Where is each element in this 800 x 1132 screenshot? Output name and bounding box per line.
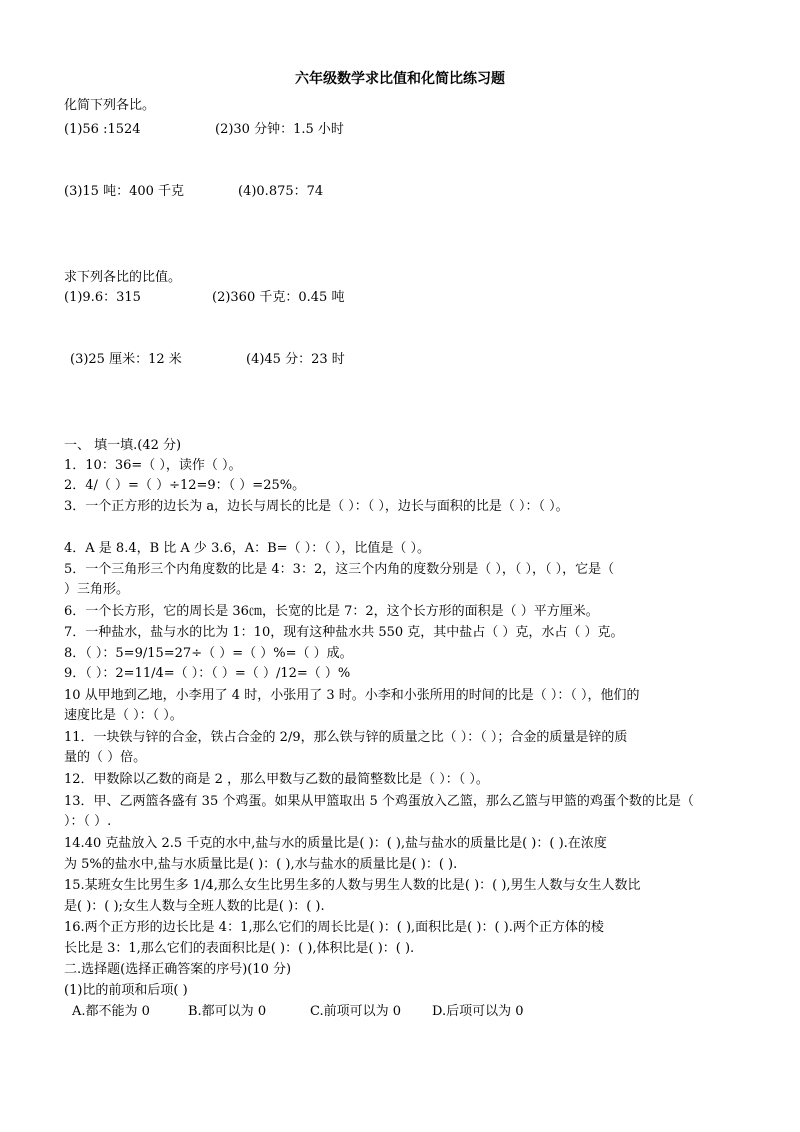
simplify-item-3: (3)15 吨：400 千克: [64, 184, 185, 199]
choice-option-d: D.后项可以为 0: [432, 1004, 524, 1019]
ratio-value-heading: 求下列各比的比值。: [64, 270, 182, 285]
simplify-heading: 化简下列各比。: [64, 98, 156, 113]
fill-question-15-line-1: 15.某班女生比男生多 1/4,那么女生比男生多的人数与男生人数的比是( )：( ),男生人数与女生人数比: [64, 878, 641, 893]
choice-option-c: C.前项可以为 0: [310, 1004, 402, 1019]
fill-question-7: 7．一种盐水，盐与水的比为 1：10，现有这种盐水共 550 克，其中盐占（ ）克，水占（ ）克。: [64, 625, 624, 640]
fill-question-11-line-1: 11．一块铁与锌的合金，铁占合金的 2/9，那么铁与锌的质量之比（ ）：（ ）；合金的质量是锌的质: [64, 730, 628, 745]
fill-question-2: 2．4/（ ）=（ ）÷12=9：（ ）=25%。: [64, 478, 306, 493]
simplify-item-1: (1)56 :1524: [64, 122, 141, 137]
choice-question-1: (1)比的前项和后项( ): [64, 983, 188, 998]
fill-question-5-line-2: ）三角形。: [64, 582, 130, 597]
fill-question-8: 8．（ ）：5=9/15=27÷（ ）=（ ）%=（ ）成。: [64, 646, 353, 661]
fill-question-13-line-2: ）：（ ）.: [64, 814, 112, 829]
simplify-item-4: (4)0.875：74: [238, 184, 324, 199]
fill-question-13-line-1: 13．甲、乙两篮各盛有 35 个鸡蛋。如果从甲篮取出 5 个鸡蛋放入乙篮，那么乙篮与甲篮的鸡蛋个数的比是（: [64, 794, 694, 809]
choice-heading: 二.选择题(选择正确答案的序号)(10 分): [64, 962, 292, 977]
choice-option-b: B.都可以为 0: [188, 1004, 267, 1019]
fill-question-4: 4．A 是 8.4，B 比 A 少 3.6，A：B=（ ）：（ ），比值是（ ）。: [64, 541, 430, 556]
fill-question-10-line-1: 10 从甲地到乙地，小李用了 4 时，小张用了 3 时。小李和小张所用的时间的比是（ ）：（ ），他们的: [64, 688, 640, 703]
ratio-value-item-4: (4)45 分：23 时: [246, 352, 345, 367]
fill-question-6: 6．一个长方形，它的周长是 36㎝，长宽的比是 7：2，这个长方形的面积是（ ）平方厘米。: [64, 604, 599, 619]
page-title: 六年级数学求比值和化简比练习题: [295, 71, 505, 87]
fill-question-3: 3．一个正方形的边长为 a，边长与周长的比是（ ）：（ ），边长与面积的比是（ ）：（ ）。: [64, 499, 569, 514]
fill-question-1: 1．10：36=（ ），读作（ ）。: [64, 458, 242, 473]
fill-question-16-line-2: 长比是 3：1,那么它们的表面积比是( )：( ),体积比是( )：( ).: [64, 941, 415, 956]
fill-question-16-line-1: 16.两个正方形的边长比是 4：1,那么它们的周长比是( )：( ),面积比是( )：( ).两个正方体的棱: [64, 920, 604, 935]
fill-question-9: 9．（ ）：2=11/4=（ ）：（ ）=（ ）/12=（ ）%: [64, 666, 351, 681]
ratio-value-item-3: (3)25 厘米：12 米: [70, 352, 182, 367]
ratio-value-item-1: (1)9.6：315: [64, 290, 141, 305]
fill-question-14-line-1: 14.40 克盐放入 2.5 千克的水中,盐与水的质量比是( )：( ),盐与盐水的质量比是( )：( ).在浓度: [64, 836, 607, 851]
fill-question-12: 12．甲数除以乙数的商是 2 ，那么甲数与乙数的最简整数比是（ ）：（ ）。: [64, 772, 489, 787]
ratio-value-item-2: (2)360 千克：0.45 吨: [212, 290, 345, 305]
fill-question-15-line-2: 是( )：( );女生人数与全班人数的比是( )：( ).: [64, 899, 325, 914]
choice-option-a: A.都不能为 0: [72, 1004, 150, 1019]
fill-question-14-line-2: 为 5%的盐水中,盐与水质量比是( )：( ),水与盐水的质量比是( )：( ).: [64, 857, 458, 872]
fill-question-10-line-2: 速度比是（ ）：（ ）。: [64, 708, 183, 723]
simplify-item-2: (2)30 分钟：1.5 小时: [215, 122, 344, 137]
fill-heading: 一、 填一填.(42 分): [64, 438, 182, 453]
fill-question-5-line-1: 5．一个三角形三个内角度数的比是 4：3：2，这三个内角的度数分别是（ ），（ ），（ ），它是（: [64, 562, 615, 577]
fill-question-11-line-2: 量的（ ）倍。: [64, 750, 147, 765]
